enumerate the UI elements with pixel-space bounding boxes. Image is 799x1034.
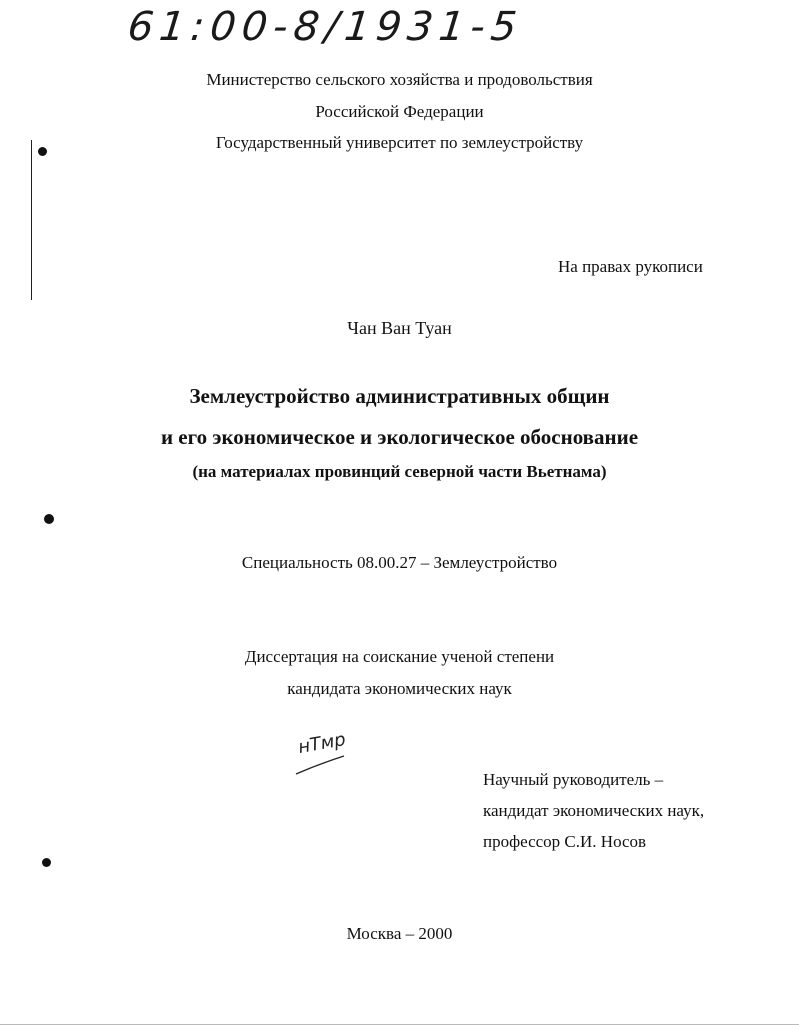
handwritten-catalog-code: 61:00-8/1931-5 [125, 4, 525, 50]
scan-speck [44, 514, 54, 524]
title-line-2: и его экономическое и экологическое обоснование [160, 425, 639, 449]
country-name: Российской Федерации [315, 102, 484, 121]
city-year: Москва – 2000 [346, 924, 453, 943]
ministry-name: Министерство сельского хозяйства и продовольствия [206, 70, 593, 89]
supervisor-line-3: профессор С.И. Носов [483, 832, 647, 851]
dissertation-degree-line-1: Диссертация на соискание ученой степени [244, 647, 555, 666]
scan-bottom-edge-line [0, 1024, 799, 1025]
scan-left-edge-line [31, 140, 32, 300]
title-line-1: Землеустройство административных общин [189, 384, 610, 408]
specialty: Специальность 08.00.27 – Землеустройство [241, 553, 558, 572]
supervisor-line-1: Научный руководитель – [483, 770, 664, 789]
handwritten-underline [294, 752, 354, 776]
scan-speck [42, 858, 51, 867]
author-name: Чан Ван Туан [347, 318, 452, 338]
university-name: Государственный университет по землеустройству [215, 133, 584, 152]
supervisor-line-2: кандидат экономических наук, [483, 801, 705, 820]
handwritten-note: нТмр [296, 729, 348, 758]
manuscript-note: На правах рукописи [558, 257, 703, 276]
title-subtitle: (на материалах провинций северной части Вьетнама) [192, 462, 607, 481]
dissertation-degree-line-2: кандидата экономических наук [287, 679, 512, 698]
